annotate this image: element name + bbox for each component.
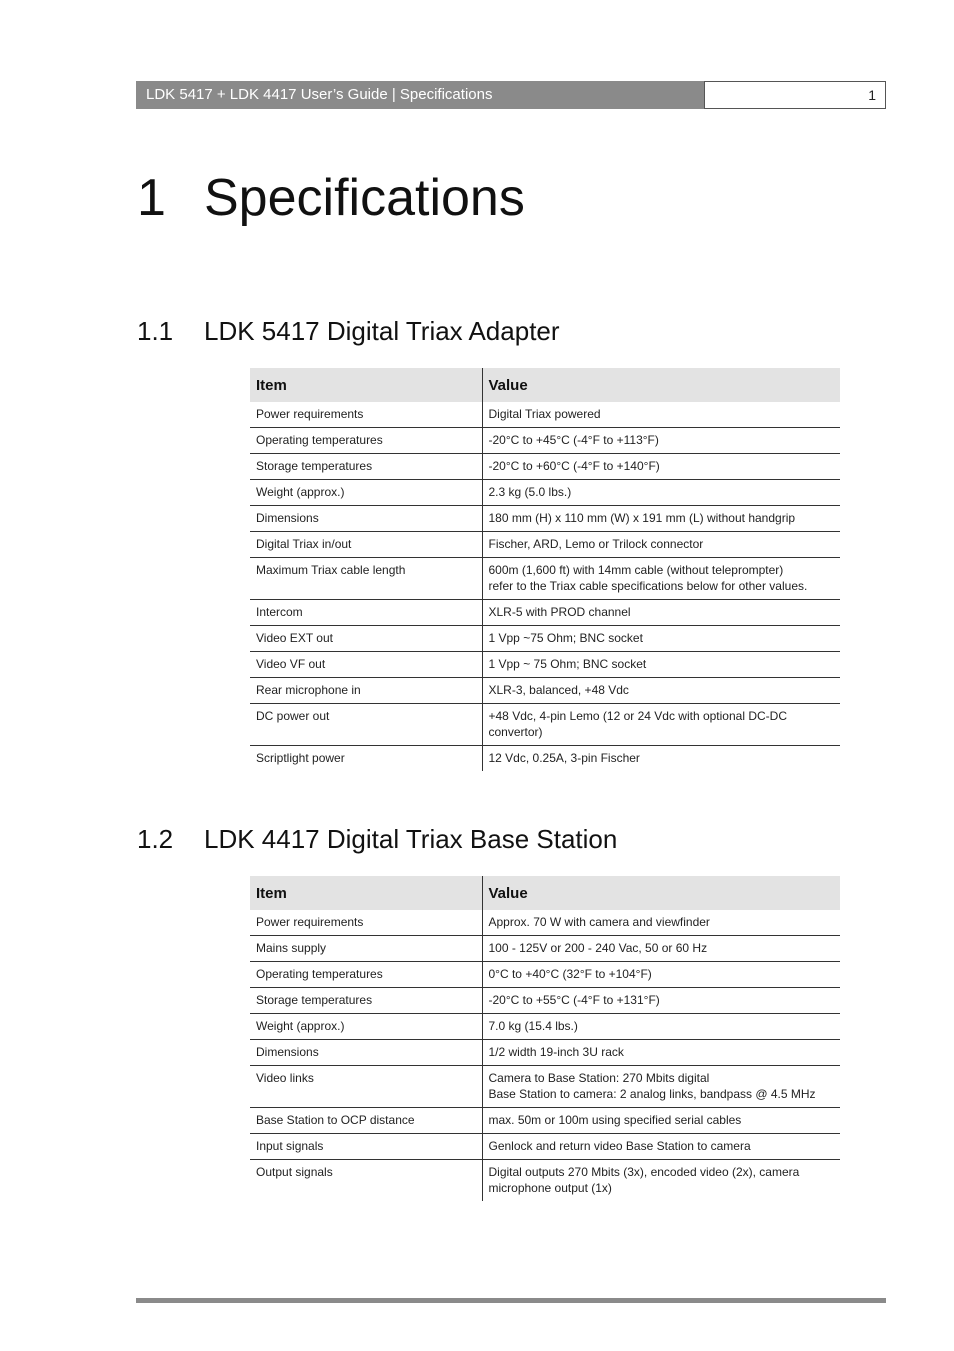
section-number: 1.1 bbox=[137, 316, 174, 346]
value-cell bbox=[482, 1014, 840, 1040]
value-cell bbox=[482, 480, 840, 506]
value-cell bbox=[482, 746, 840, 772]
section-heading-1-1 bbox=[137, 316, 560, 346]
column-header-item: Item bbox=[250, 368, 482, 402]
table-row bbox=[250, 910, 840, 936]
value-line: Camera to Base Station: 270 Mbits digital bbox=[488, 1071, 710, 1085]
item-cell: Video links bbox=[250, 1066, 482, 1108]
table-header-row bbox=[250, 368, 840, 402]
table-row bbox=[250, 626, 840, 652]
value-line: Fischer, ARD, Lemo or Trilock connector bbox=[488, 537, 704, 551]
value-cell bbox=[482, 678, 840, 704]
item-cell: Output signals bbox=[256, 1165, 333, 1179]
header-title: LDK 5417 + LDK 4417 User’s Guide | Specifications bbox=[136, 81, 704, 109]
table-row bbox=[250, 1160, 840, 1202]
value-cell bbox=[482, 532, 840, 558]
table-row bbox=[250, 600, 840, 626]
column-header-item: Item bbox=[250, 876, 482, 910]
value-line: Approx. 70 W with camera and viewfinder bbox=[488, 915, 710, 929]
item-cell: Base Station to OCP distance bbox=[250, 1108, 482, 1134]
item-cell: Video VF out bbox=[250, 652, 482, 678]
item-cell: Maximum Triax cable length bbox=[250, 558, 482, 600]
table-row bbox=[250, 1108, 840, 1134]
item-cell: Power requirements bbox=[250, 910, 482, 936]
value-cell bbox=[482, 1066, 840, 1108]
value-cell bbox=[482, 1040, 840, 1066]
table-header-row bbox=[250, 876, 840, 910]
value-line: refer to the Triax cable specifications below for other values. bbox=[488, 579, 808, 593]
value-line: 180 mm (H) x 110 mm (W) x 191 mm (L) without handgrip bbox=[488, 511, 796, 525]
value-line: max. 50m or 100m using specified serial cables bbox=[488, 1113, 742, 1127]
value-line: microphone output (1x) bbox=[488, 1181, 612, 1195]
section-heading-1-2 bbox=[137, 824, 617, 854]
value-line: 100 - 125V or 200 - 240 Vac, 50 or 60 Hz bbox=[488, 941, 708, 955]
value-cell bbox=[482, 1134, 840, 1160]
table-row bbox=[250, 558, 840, 600]
section-number: 1.2 bbox=[137, 824, 174, 854]
item-cell: Dimensions bbox=[250, 1040, 482, 1066]
item-cell: Operating temperatures bbox=[250, 428, 482, 454]
table-row bbox=[250, 652, 840, 678]
value-line: Digital Triax powered bbox=[488, 407, 601, 421]
table-row bbox=[250, 746, 840, 772]
value-cell bbox=[482, 506, 840, 532]
value-line: Genlock and return video Base Station to camera bbox=[488, 1139, 751, 1153]
table-row bbox=[250, 1134, 840, 1160]
item-cell: Power requirements bbox=[250, 402, 482, 428]
value-line: Base Station to camera: 2 analog links, bandpass @ 4.5 MHz bbox=[488, 1087, 816, 1101]
table-row bbox=[250, 988, 840, 1014]
item-cell: Input signals bbox=[250, 1134, 482, 1160]
value-line: -20°C to +55°C (-4°F to +131°F) bbox=[488, 993, 660, 1007]
item-cell: Rear microphone in bbox=[250, 678, 482, 704]
column-header-value: Value bbox=[482, 876, 840, 910]
item-cell: Weight (approx.) bbox=[250, 480, 482, 506]
value-cell bbox=[482, 936, 840, 962]
item-cell: Scriptlight power bbox=[256, 751, 345, 765]
value-cell bbox=[482, 600, 840, 626]
table-row bbox=[250, 1014, 840, 1040]
table-row bbox=[250, 678, 840, 704]
value-cell bbox=[482, 558, 840, 600]
value-cell bbox=[482, 988, 840, 1014]
value-line: 2.3 kg (5.0 lbs.) bbox=[488, 485, 572, 499]
table-row bbox=[250, 506, 840, 532]
chapter-number: 1 bbox=[137, 169, 166, 227]
item-cell: Video EXT out bbox=[250, 626, 482, 652]
value-cell bbox=[482, 454, 840, 480]
value-line: +48 Vdc, 4-pin Lemo (12 or 24 Vdc with optional DC-DC bbox=[488, 709, 787, 723]
table-row bbox=[250, 480, 840, 506]
item-cell: Operating temperatures bbox=[250, 962, 482, 988]
spec-table-base-station bbox=[250, 876, 840, 1201]
table-row bbox=[250, 532, 840, 558]
table-row bbox=[250, 428, 840, 454]
value-line: 7.0 kg (15.4 lbs.) bbox=[488, 1019, 578, 1033]
item-cell: Storage temperatures bbox=[250, 988, 482, 1014]
item-cell: Weight (approx.) bbox=[250, 1014, 482, 1040]
value-cell bbox=[482, 652, 840, 678]
running-header bbox=[136, 81, 886, 109]
section-title: LDK 4417 Digital Triax Base Station bbox=[204, 824, 618, 854]
value-cell bbox=[482, 704, 840, 746]
value-line: 12 Vdc, 0.25A, 3-pin Fischer bbox=[488, 751, 640, 765]
value-cell bbox=[482, 428, 840, 454]
value-cell bbox=[482, 1160, 840, 1202]
value-line: convertor) bbox=[488, 725, 543, 739]
table-row bbox=[250, 454, 840, 480]
item-cell: Digital Triax in/out bbox=[250, 532, 482, 558]
table-row bbox=[250, 1066, 840, 1108]
value-line: 1 Vpp ~ 75 Ohm; BNC socket bbox=[488, 657, 647, 671]
value-line: 600m (1,600 ft) with 14mm cable (without teleprompter) bbox=[488, 563, 784, 577]
value-cell bbox=[482, 626, 840, 652]
table-row bbox=[250, 402, 840, 428]
column-header-value: Value bbox=[482, 368, 840, 402]
table-row bbox=[250, 1040, 840, 1066]
spec-table-adapter bbox=[250, 368, 840, 771]
value-cell bbox=[482, 910, 840, 936]
table-row bbox=[250, 962, 840, 988]
item-cell: Dimensions bbox=[250, 506, 482, 532]
value-line: XLR-3, balanced, +48 Vdc bbox=[488, 683, 629, 697]
value-line: XLR-5 with PROD channel bbox=[488, 605, 631, 619]
footer-rule bbox=[136, 1298, 886, 1303]
value-line: -20°C to +45°C (-4°F to +113°F) bbox=[488, 433, 659, 447]
table-row bbox=[250, 936, 840, 962]
value-line: Digital outputs 270 Mbits (3x), encoded video (2x), camera bbox=[488, 1165, 800, 1179]
value-cell bbox=[482, 402, 840, 428]
value-line: -20°C to +60°C (-4°F to +140°F) bbox=[488, 459, 660, 473]
page-number: 1 bbox=[704, 81, 886, 109]
chapter-title: Specifications bbox=[204, 169, 525, 227]
item-cell: Mains supply bbox=[250, 936, 482, 962]
value-line: 0°C to +40°C (32°F to +104°F) bbox=[488, 967, 652, 981]
value-line: 1 Vpp ~75 Ohm; BNC socket bbox=[488, 631, 643, 645]
value-cell bbox=[482, 1108, 840, 1134]
value-line: 1/2 width 19-inch 3U rack bbox=[488, 1045, 624, 1059]
value-cell bbox=[482, 962, 840, 988]
chapter-heading bbox=[137, 168, 525, 228]
item-cell: Storage temperatures bbox=[250, 454, 482, 480]
item-cell: Intercom bbox=[250, 600, 482, 626]
item-cell: DC power out bbox=[250, 704, 482, 746]
section-title: LDK 5417 Digital Triax Adapter bbox=[204, 316, 560, 346]
table-row bbox=[250, 704, 840, 746]
